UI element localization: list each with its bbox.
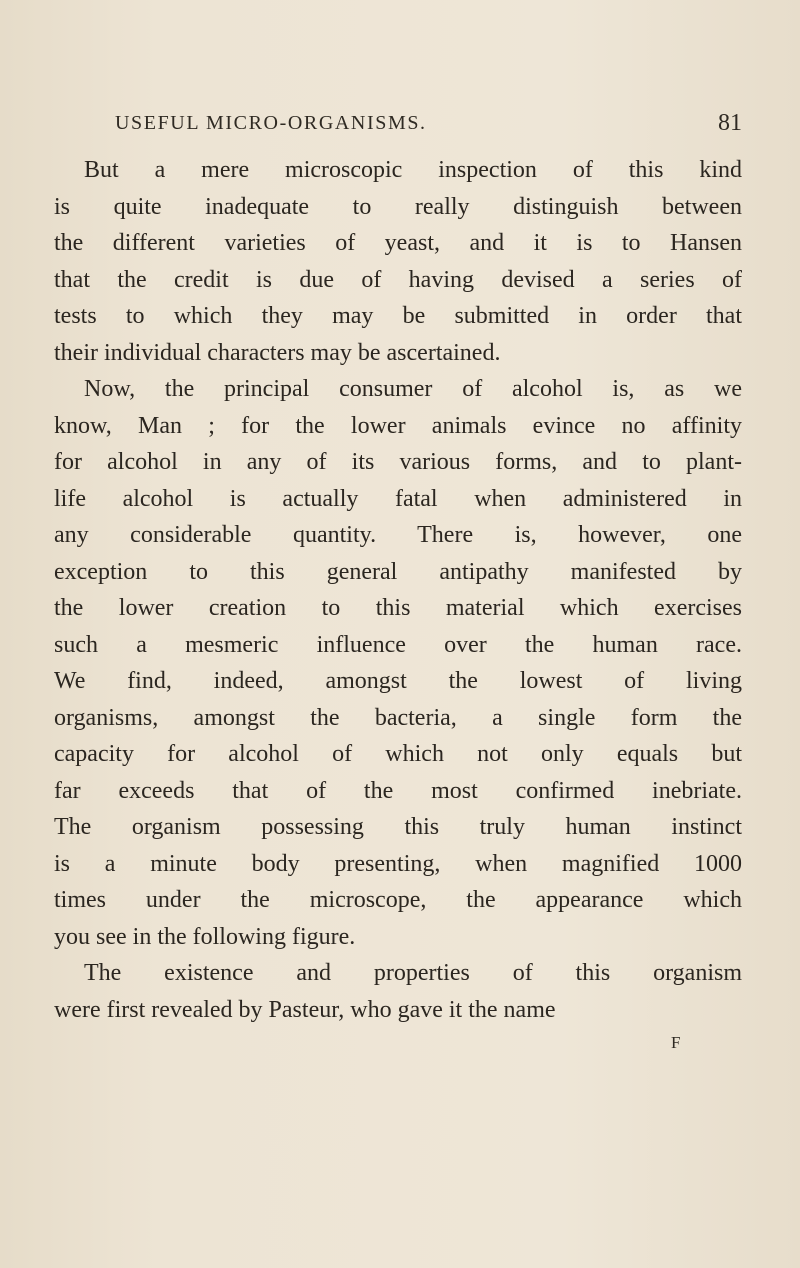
signature-mark: F <box>671 1033 681 1052</box>
text-line: times under the microscope, the appearance which <box>54 887 742 913</box>
text-line: any considerable quantity. There is, however, one <box>54 522 742 548</box>
running-head <box>115 112 742 142</box>
body-text <box>54 152 742 1028</box>
text-line: far exceeds that of the most confirmed inebriate. <box>54 777 742 804</box>
text-line: The existence and properties of this organism <box>84 960 742 986</box>
text-line: such a mesmeric influence over the human race. <box>54 631 742 658</box>
text-line: the lower creation to this material which exercises <box>54 595 742 621</box>
text-line: is quite inadequate to really distinguish between <box>54 193 742 220</box>
text-line: tests to which they may be submitted in order that <box>54 303 742 329</box>
text-line: that the credit is due of having devised a series of <box>54 266 742 293</box>
text-line: capacity for alcohol of which not only equals but <box>54 741 742 767</box>
text-line: We find, indeed, amongst the lowest of living <box>54 668 742 694</box>
text-line: for alcohol in any of its various forms, and to plant- <box>54 449 742 475</box>
text-line: organisms, amongst the bacteria, a single form the <box>54 704 742 731</box>
text-line: is a minute body presenting, when magnified 1000 <box>54 850 742 877</box>
text-line: were first revealed by Pasteur, who gave it the name <box>54 996 556 1023</box>
page-number: 81 <box>718 110 742 136</box>
text-line: the different varieties of yeast, and it is to Hansen <box>54 230 742 256</box>
text-line: exception to this general antipathy manifested by <box>54 558 742 585</box>
text-line: you see in the following figure. <box>54 923 356 950</box>
text-line: know, Man ; for the lower animals evince no affinity <box>54 412 742 439</box>
text-line: their individual characters may be ascertained. <box>54 339 501 366</box>
text-line: Now, the principal consumer of alcohol is, as we <box>84 376 742 402</box>
running-title: USEFUL MICRO-ORGANISMS. <box>115 112 427 134</box>
text-line: But a mere microscopic inspection of this kind <box>84 157 742 183</box>
text-line: The organism possessing this truly human instinct <box>54 814 742 840</box>
text-line: life alcohol is actually fatal when administered in <box>54 485 742 512</box>
